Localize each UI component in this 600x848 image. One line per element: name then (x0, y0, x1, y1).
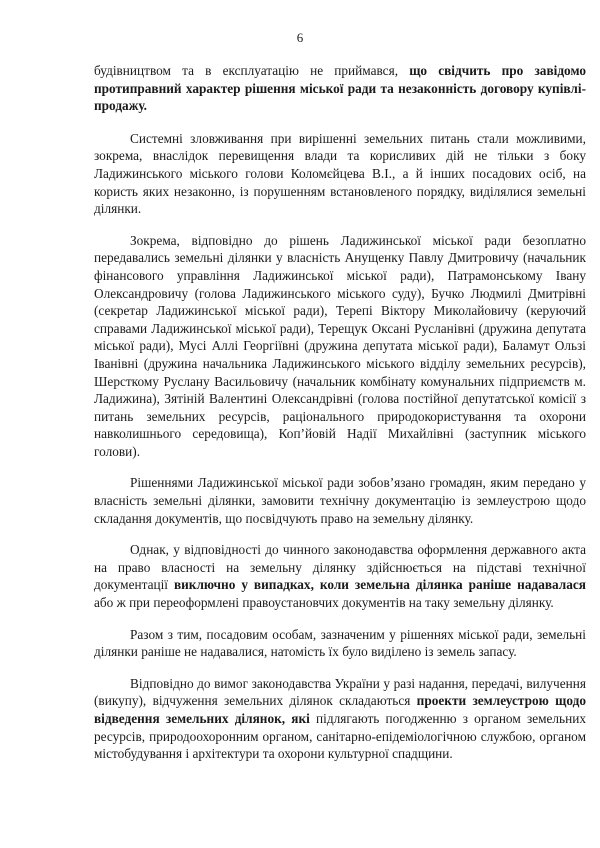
paragraph-text: або ж при переоформлені правоустановчих документів на таку земельну ділянку. (94, 595, 554, 611)
paragraph-text: Зокрема, відповідно до рішень Ладижинської міської ради безоплатно передавались земельні ділянки у власність Анущенку Павлу Дмитровичу (начальник фінансового управління Ладижинської міської ради), Патрамонському Івану Олександровичу (голова Ладижинського міського суду), Бучко Людмилі Дмитрівні (секретар Ладижинської міської ради), Терепі Віктору Миколайовичу (керуючий справами Ладижинської міської ради), Терещук Оксані Русланівні (дружина депутата міської ради), Мусі Аллі Георгіївні (дружина депутата міської ради), Баламут Ользі Іванівні (дружина начальника Ладижинського міського відділу земельних ресурсів), Шерсткому Руслану Васильовичу (начальник комбінату комунальних підприємств м. Ладижина), Зятіній Валентині Олександрівні (голова постійної депутатської комісії з питань земельних ресурсів, раціонального природокористування та охорони навколишнього середовища), Коп’йовій Надії Михайлівні (заступник міського голови). (94, 232, 586, 459)
paragraph (94, 474, 586, 527)
paragraph (94, 62, 586, 115)
page-number: 6 (296, 30, 304, 45)
paragraph-bold-text: виключно у випадках, коли земельна ділянка раніше надавалася (173, 577, 586, 593)
paragraph-text: Системні зловживання при вирішенні земельних питань стали можливими, зокрема, внаслідок перевищення влади та корисливих дій не тільки з боку Ладижинського міського голови Коломєйцева В.І., а й інших посадових осіб, на користь яких незаконно, із порушенням встановленого порядку, виділялися земельні ділянки. (94, 130, 586, 217)
paragraph-text: будівництвом та в експлуатацію не приймався, (94, 63, 410, 78)
paragraph-text: Рішеннями Ладижинської міської ради зобов’язано громадян, яким передано у власність земельні ділянки, замовити технічну документацію із землеустрою щодо складання документів, що посвідчують право на земельну ділянку. (94, 475, 586, 526)
paragraph-text: Однак, у відповідності до чинного законодавства оформлення державного акта на право власності на земельну ділянку здійснюється на підставі технічної документації (94, 542, 586, 593)
paragraph-text: Відповідно до вимог законодавства України у разі надання, передачі, вилучення (викупу), відчуження земельних ділянок складаються (94, 675, 586, 709)
paragraph (94, 626, 586, 661)
paragraph-bold-text: що свідчить про завідомо протиправний характер рішення міської ради та незаконність договору купівлі-продажу. (94, 63, 586, 114)
paragraph (94, 675, 586, 763)
paragraph-text: Разом з тим, посадовим особам, зазначеним у рішеннях міської ради, земельні ділянки раніше не надавалися, натомість їх було виділено із земель запасу. (94, 626, 586, 660)
paragraph-text: підлягають погодженню з органом земельних ресурсів, природоохоронним органом, санітарно-епідеміологічною службою, органом містобудування і архітектури та охорони культурної спадщини. (94, 711, 586, 762)
paragraph (94, 232, 586, 461)
paragraph (94, 541, 586, 611)
paragraph-bold-text: проекти землеустрою щодо відведення земельних ділянок, які (94, 693, 586, 726)
document-body (94, 62, 586, 777)
paragraph (94, 130, 586, 218)
